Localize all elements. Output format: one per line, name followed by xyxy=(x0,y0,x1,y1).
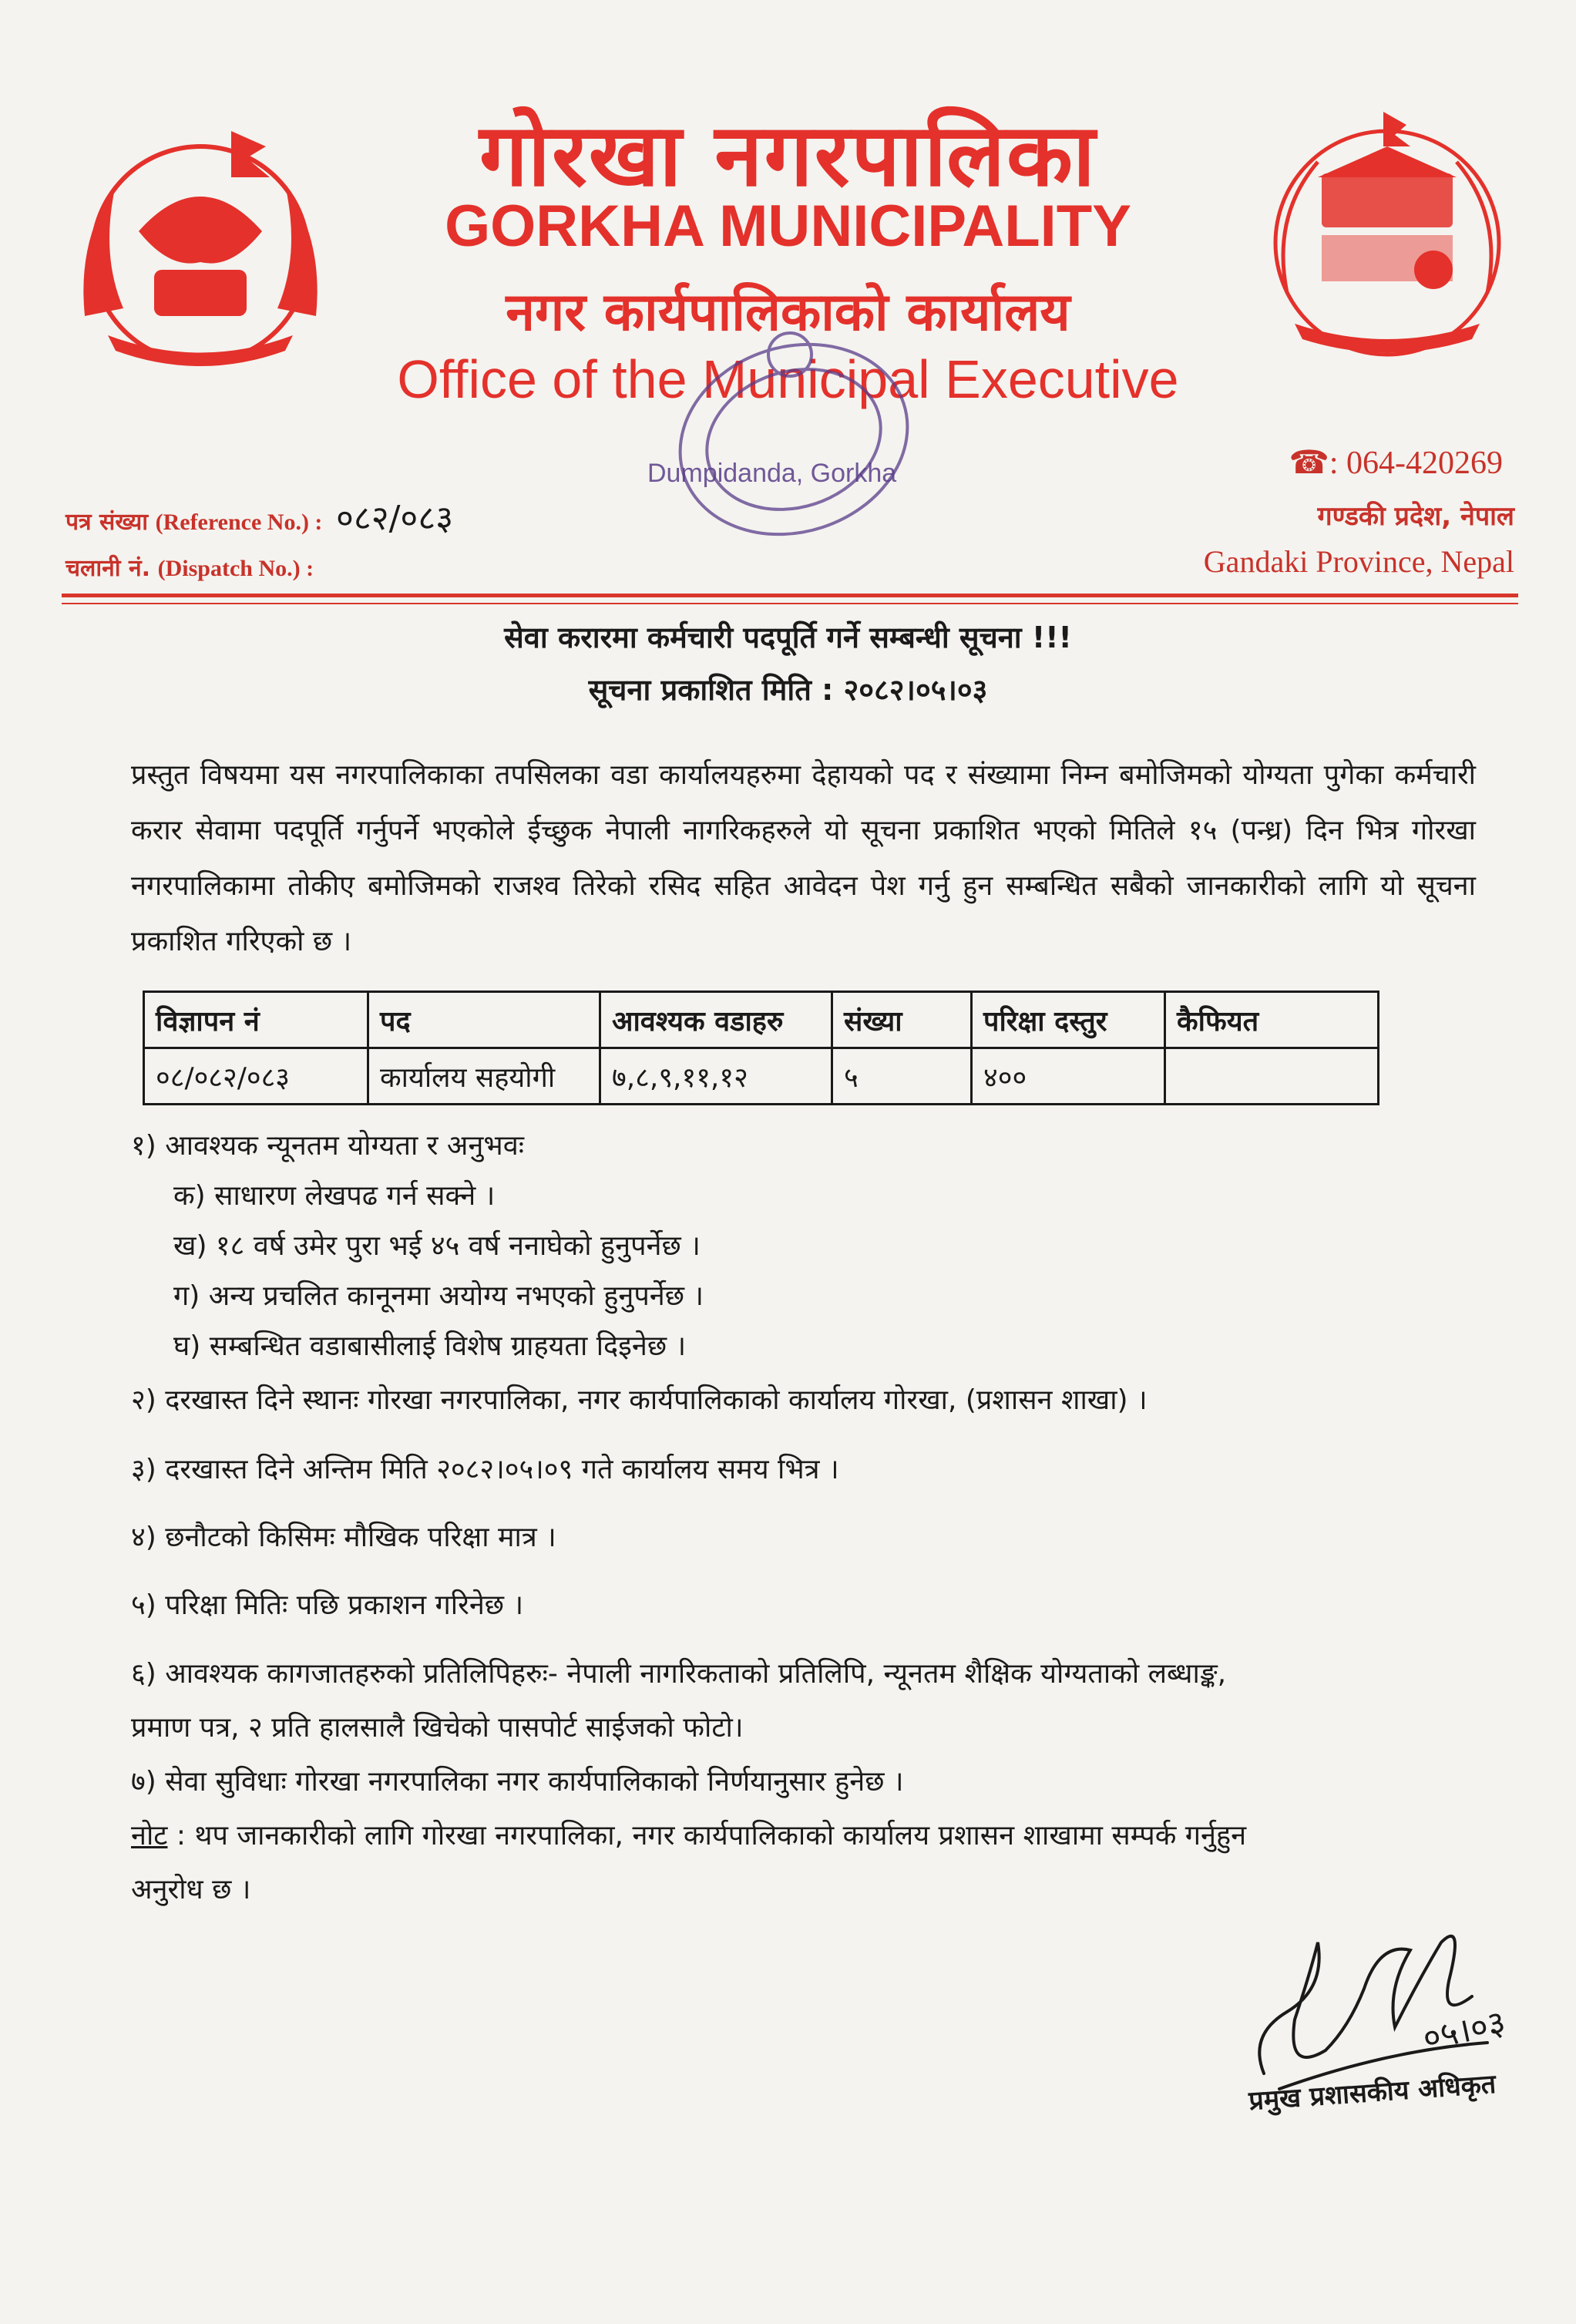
stamp-text: Dumpidanda, Gorkha xyxy=(647,459,897,488)
point-2: २) दरखास्त दिने स्थानः गोरखा नगरपालिका, नगर कार्यपालिकाको कार्यालय गोरखा, (प्रशासन शाखा) । xyxy=(131,1384,1148,1416)
note-line-1 xyxy=(131,1815,1246,1853)
note-line-2: अनुरोध छ । xyxy=(131,1874,251,1905)
dispatch-label-english: (Dispatch No.) : xyxy=(157,556,314,581)
point-1: १) आवश्यक न्यूनतम योग्यता र अनुभवः xyxy=(131,1130,524,1162)
point-5: ५) परिक्षा मितिः पछि प्रकाशन गरिनेछ । xyxy=(131,1589,524,1621)
reference-number-value: ०८२/०८३ xyxy=(335,499,454,538)
col-post: पद xyxy=(368,992,600,1048)
reference-label-nepali: पत्र संख्या xyxy=(66,509,149,536)
col-required-wards: आवश्यक वडाहरु xyxy=(600,992,832,1048)
point-1a: क) साधारण लेखपढ गर्न सक्ने । xyxy=(173,1180,496,1212)
point-1d: घ) सम्बन्धित वडाबासीलाई विशेष ग्राहयता दिइनेछ । xyxy=(173,1330,687,1362)
dispatch-number-row xyxy=(66,551,314,583)
reference-number-row xyxy=(66,493,453,540)
note-text: : थप जानकारीको लागि गोरखा नगरपालिका, नगर कार्यपालिकाको कार्यालय प्रशासन शाखामा सम्पर्क गर्नुहुन xyxy=(167,1820,1247,1851)
point-3: ३) दरखास्त दिने अन्तिम मिति २०८२।०५।०९ गते कार्यालय समय भित्र । xyxy=(131,1454,839,1485)
officer-designation: प्रमुख प्रशासकीय अधिकृत xyxy=(1248,2068,1497,2117)
header-divider-thin xyxy=(62,603,1518,604)
vacancy-table-header-row xyxy=(144,992,1379,1048)
phone-icon: ☎ xyxy=(1289,446,1329,481)
municipality-name-english: GORKHA MUNICIPALITY xyxy=(445,193,1131,259)
province-english: Gandaki Province, Nepal xyxy=(1203,544,1514,579)
notice-intro-paragraph: प्रस्तुत विषयमा यस नगरपालिकाका तपसिलका वडा कार्यालयहरुमा देहायको पद र संख्यामा निम्न बमोजिमको योग्यता पुगेका कर्मचारी करार सेवामा पदपूर्ति गर्नुपर्ने भएकोले ईच्छुक नेपाली नागरिकहरुले यो सूचना प्रकाशित भएको मितिले १५ (पन्ध्र) दिन भित्र गोरखा नगरपालिकामा तोकीए बमोजिमको राजश्व तिरेको रसिद सहित आवेदन पेश गर्नु हुन सम्बन्धित सबैको जानकारीको लागि यो सूचना प्रकाशित गरिएको छ । xyxy=(131,759,1476,957)
phone-number xyxy=(1289,443,1503,482)
phone-value: : 064-420269 xyxy=(1329,446,1503,481)
point-4: ४) छनौटको किसिमः मौखिक परिक्षा मात्र । xyxy=(131,1522,556,1553)
note-label: नोट xyxy=(131,1820,168,1851)
point-1b: ख) १८ वर्ष उमेर पुरा भई ४५ वर्ष ननाघेको हुनुपर्नेछ । xyxy=(173,1230,701,1262)
col-remarks: कैफियत xyxy=(1165,992,1379,1048)
col-count: संख्या xyxy=(832,992,972,1048)
municipality-name-nepali: गोरखा नगरपालिका xyxy=(479,106,1097,206)
dispatch-label-nepali: चलानी नं. xyxy=(66,555,151,582)
cell-post: कार्यालय सहयोगी xyxy=(368,1048,600,1105)
point-1c: ग) अन्य प्रचलित कानूनमा अयोग्य नभएको हुनुपर्नेछ । xyxy=(173,1280,704,1312)
point-6b: प्रमाण पत्र, २ प्रति हालसालै खिचेको पासपोर्ट साईजको फोटो। xyxy=(131,1712,744,1744)
office-name-english: Office of the Municipal Executive xyxy=(397,349,1179,409)
cell-count: ५ xyxy=(832,1048,972,1105)
col-exam-fee: परिक्षा दस्तुर xyxy=(972,992,1165,1048)
signature-date: ०५।०३ xyxy=(1419,2003,1510,2059)
vacancy-table xyxy=(143,990,1379,1105)
table-row xyxy=(144,1048,1379,1105)
header-divider-thick xyxy=(62,594,1518,597)
cell-required-wards: ७,८,९,११,१२ xyxy=(600,1048,832,1105)
office-name-nepali: नगर कार्यपालिकाको कार्यालय xyxy=(506,282,1070,343)
reference-label-english: (Reference No.) : xyxy=(155,510,323,535)
notice-published-date: सूचना प्रकाशित मिति : २०८२।०५।०३ xyxy=(588,673,988,707)
cell-remarks xyxy=(1165,1048,1379,1105)
cell-ad-number: ०८/०८२/०८३ xyxy=(144,1048,368,1105)
cell-exam-fee: ४०० xyxy=(972,1048,1165,1105)
province-nepali: गण्डकी प्रदेश, नेपाल xyxy=(1317,501,1514,532)
point-6a: ६) आवश्यक कागजातहरुको प्रतिलिपिहरुः- नेपाली नागरिकताको प्रतिलिपि, न्यूनतम शैक्षिक योग्यताको लब्धाङ्क, xyxy=(131,1658,1227,1690)
point-7: ७) सेवा सुविधाः गोरखा नगरपालिका नगर कार्यपालिकाको निर्णयानुसार हुनेछ । xyxy=(131,1766,904,1798)
col-ad-number: विज्ञापन नं xyxy=(144,992,368,1048)
notice-title: सेवा करारमा कर्मचारी पदपूर्ति गर्ने सम्बन्धी सूचना !!! xyxy=(504,621,1072,654)
office-stamp xyxy=(632,324,956,555)
